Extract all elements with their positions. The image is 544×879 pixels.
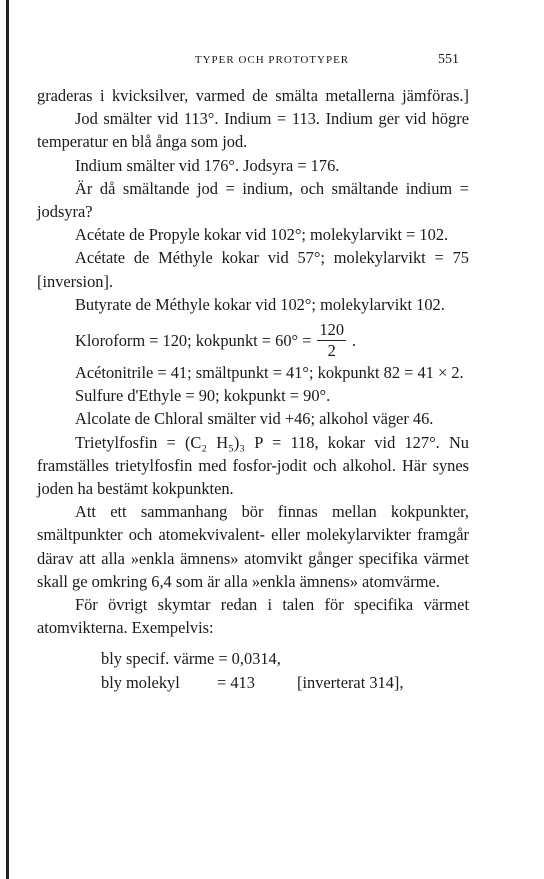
page-header: [0, 50, 544, 70]
paragraph-jod: Jod smälter vid 113°. Indium = 113. Indium ger vid högre temperatur en blå ånga som jod.: [37, 109, 469, 152]
row-label: bly specif. värme: [101, 649, 215, 669]
paragraph-acetonitrile: Acétonitrile = 41; smältpunkt = 41°; kokpunkt 82 = 41 × 2.: [75, 363, 464, 383]
fraction-denominator: 2: [327, 341, 336, 361]
paragraph-sammanhang: Att ett sammanhang bör finnas mellan kokpunkter, smältpunkter och atomekvivalent- eller molekylarvikter framgår därav att alla »enkla ämnens» atomvikt gånger specifika värmet skall ge omkring 6,4 som är alla »enkla ämnens» atomvärme.: [37, 502, 469, 591]
paragraph-alcolate: Alcolate de Chloral smälter vid +46; alkohol väger 46.: [75, 409, 434, 429]
paragraph-butyrate: Butyrate de Méthyle kokar vid 102°; molekylarvikt 102.: [75, 294, 445, 314]
page-edge-rule: [6, 0, 9, 879]
kloroform-text: Kloroform = 120; kokpunkt = 60° =: [75, 330, 312, 350]
row-note: [inverterat 314],: [297, 672, 404, 692]
table-row: [37, 647, 469, 670]
paragraph-propyle: Acétate de Propyle kokar vid 102°; molekylarvikt = 102.: [75, 225, 449, 245]
paragraph-specifika: För övrigt skymtar redan i talen för specifika värmet atomvikterna. Exempelvis:: [37, 595, 469, 638]
body-text: [37, 84, 469, 694]
paragraph-trietylfosfin: Trietylfosfin = (C₂ H₅)₃ P = 118, kokar vid 127°. Nu framställes trietylfosfin med fosfor-jodit och alkohol. Här synes joden ha bestämt kokpunkten.: [37, 432, 469, 499]
table-row: [37, 671, 469, 694]
paragraph-indium: Indium smälter vid 176°. Jodsyra = 176.: [75, 155, 340, 175]
page-number: 551: [438, 52, 459, 67]
example-table: [37, 647, 469, 693]
paragraph-sulfure: Sulfure d'Ethyle = 90; kokpunkt = 90°.: [75, 386, 331, 406]
kloroform-fraction: [317, 320, 346, 361]
row-label: bly molekyl: [101, 672, 180, 692]
row-value: = 0,0314,: [218, 649, 281, 669]
row-value: = 413: [217, 672, 255, 692]
paragraph-methyle: Acétate de Méthyle kokar vid 57°; molekylarvikt = 75 [inversion].: [37, 248, 469, 291]
paragraph-question: Är då smältande jod = indium, och smältande indium = jodsyra?: [37, 178, 469, 222]
kloroform-end: .: [352, 330, 357, 350]
running-title: TYPER OCH PROTOTYPER: [194, 54, 350, 66]
kloroform-line: [37, 320, 469, 361]
fraction-numerator: 120: [319, 320, 345, 340]
paragraph-continuation: graderas i kvicksilver, varmed de smälta metallerna jämföras.]: [37, 86, 469, 105]
